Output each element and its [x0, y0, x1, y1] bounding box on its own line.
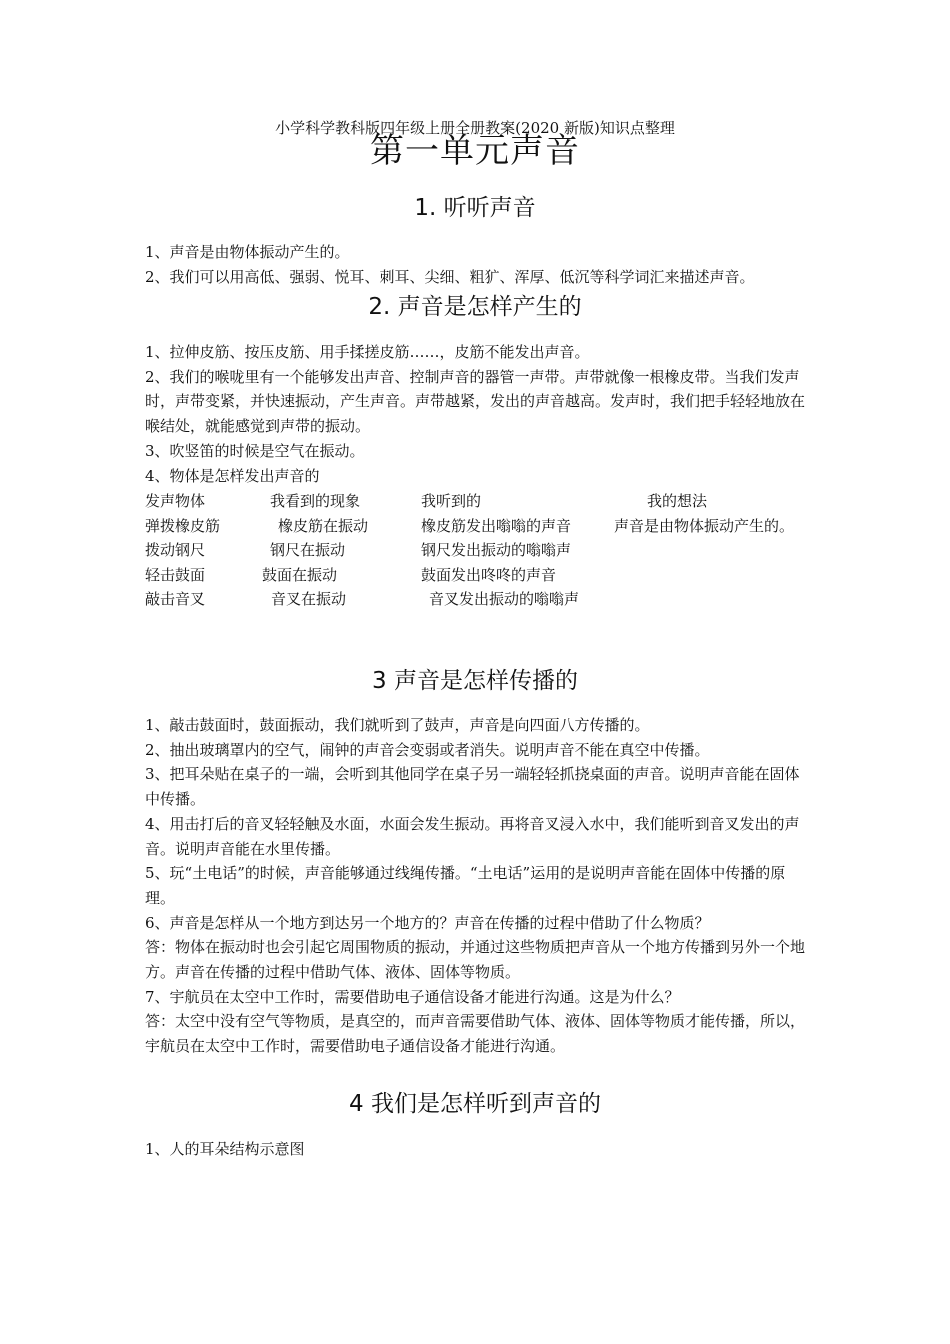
table-cell: 鼓面在振动 — [262, 565, 338, 584]
list-item: 4、用击打后的音叉轻轻触及水面，水面会发生振动。再将音叉浸入水中，我们能听到音叉发出的声音。说明声音能在水里传播。 — [145, 814, 800, 858]
list-item: 6、声音是怎样从一个地方到达另一个地方的？声音在传播的过程中借助了什么物质？ — [145, 913, 710, 932]
section-2-title: 2. 声音是怎样产生的 — [368, 294, 582, 320]
list-item: 2、我们的喉咙里有一个能够发出声音、控制声音的器管一声带。声带就像一根橡皮带。当我们发声时，声带变紧，并快速振动，产生声音。声带越紧，发出的声音越高。发声时，我们把手轻轻地放在喉结处，就能感觉到声带的振动。 — [145, 367, 806, 436]
list-item: 4、物体是怎样发出声音的 — [145, 466, 320, 485]
section-1-title: 1. 听听声音 — [414, 195, 536, 221]
answer-text: 答：太空中没有空气等物质，是真空的，而声音需要借助气体、液体、固体等物质才能传播，所以，宇航员在太空中工作时，需要借助电子通信设备才能进行沟通。 — [145, 1012, 806, 1056]
list-item: 3、把耳朵贴在桌子的一端，会听到其他同学在桌子另一端轻轻抓挠桌面的声音。说明声音能在固体中传播。 — [145, 765, 800, 809]
table-header-cell: 我听到的 — [421, 492, 482, 510]
table-header-cell: 发声物体 — [145, 492, 206, 510]
table-cell: 钢尺在振动 — [270, 541, 346, 560]
table-cell: 钢尺发出振动的嗡嗡声 — [421, 541, 572, 560]
document-header: 小学科学教科版四年级上册全册教案(2020 新版)知识点整理 — [275, 119, 675, 137]
list-item: 3、吹竖笛的时候是空气在振动。 — [145, 441, 365, 460]
list-item: 1、人的耳朵结构示意图 — [145, 1140, 305, 1158]
table-cell: 敲击音叉 — [145, 590, 206, 609]
section-3-title: 3 声音是怎样传播的 — [372, 668, 578, 694]
section-2-body — [145, 340, 810, 488]
section-3-body — [145, 713, 810, 1059]
table-cell: 鼓面发出咚咚的声音 — [421, 565, 557, 584]
section-4-title: 4 我们是怎样听到声音的 — [349, 1091, 601, 1117]
list-item: 1、声音是由物体振动产生的。 — [145, 243, 350, 261]
list-item: 1、拉伸皮筋、按压皮筋、用手揉搓皮筋……，皮筋不能发出声音。 — [145, 343, 590, 361]
list-item: 1、敲击鼓面时，鼓面振动，我们就听到了鼓声，声音是向四面八方传播的。 — [145, 716, 650, 734]
table-cell: 音叉发出振动的嗡嗡声 — [429, 590, 580, 609]
table-header-cell: 我看到的现象 — [270, 492, 361, 510]
table-cell: 轻击鼓面 — [145, 565, 206, 584]
list-item: 2、抽出玻璃罩内的空气，闹钟的声音会变弱或者消失。说明声音不能在真空中传播。 — [145, 740, 710, 759]
table-cell: 音叉在振动 — [271, 590, 347, 609]
table-cell: 声音是由物体振动产生的。 — [614, 516, 795, 535]
list-item: 5、玩“土电话”的时候，声音能够通过线绳传播。“土电话”运用的是说明声音能在固体中传播的原理。 — [145, 864, 786, 907]
table-cell: 橡皮筋在振动 — [278, 516, 369, 535]
table-cell: 拨动钢尺 — [145, 541, 206, 560]
table-header-cell: 我的想法 — [647, 492, 708, 510]
unit-title: 第一单元声音 — [370, 131, 580, 171]
table-cell: 橡皮筋发出嗡嗡的声音 — [421, 516, 572, 535]
list-item: 2、我们可以用高低、强弱、悦耳、刺耳、尖细、粗犷、浑厚、低沉等科学词汇来描述声音。 — [145, 267, 755, 286]
section-1-body — [145, 240, 810, 289]
list-item: 7、宇航员在太空中工作时，需要借助电子通信设备才能进行沟通。这是为什么？ — [145, 987, 680, 1006]
answer-text: 答：物体在振动时也会引起它周围物质的振动，并通过这些物质把声音从一个地方传播到另外一个地方。声音在传播的过程中借助气体、液体、固体等物质。 — [145, 938, 806, 982]
section-4-body — [145, 1137, 810, 1162]
table-cell: 弹拨橡皮筋 — [145, 516, 221, 535]
